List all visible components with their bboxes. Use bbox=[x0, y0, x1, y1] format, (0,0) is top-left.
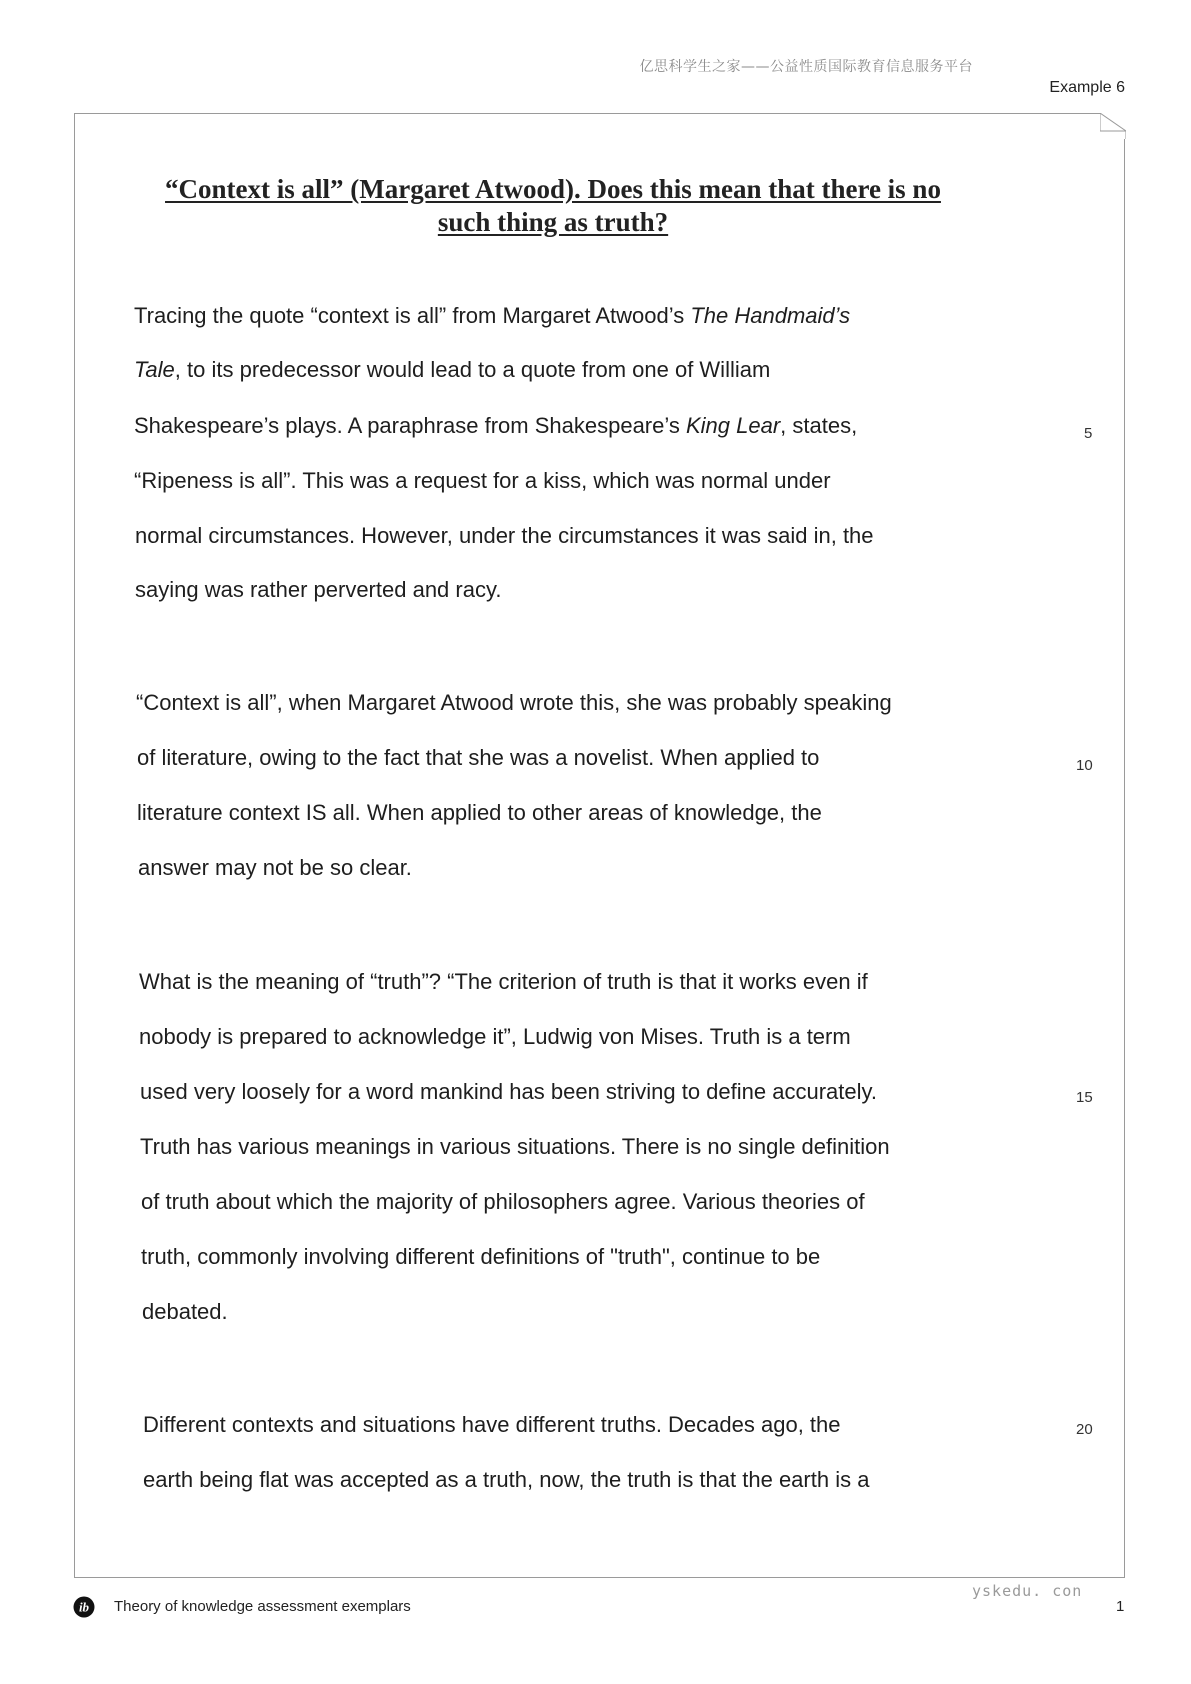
line-text: normal circumstances. However, under the circumstances it was said in, the bbox=[135, 523, 874, 548]
essay-line bbox=[138, 855, 412, 881]
essay-line bbox=[135, 577, 501, 603]
essay-line bbox=[143, 1467, 869, 1493]
line-text: Shakespeare’s plays. A paraphrase from Shakespeare’s bbox=[134, 413, 686, 438]
essay-page-frame bbox=[74, 113, 1125, 1578]
line-text: What is the meaning of “truth”? “The criterion of truth is that it works even if bbox=[139, 969, 868, 994]
essay-line bbox=[142, 1299, 228, 1325]
watermark: yskedu. con bbox=[972, 1582, 1083, 1600]
essay-line bbox=[141, 1244, 820, 1270]
essay-line bbox=[143, 1412, 841, 1438]
essay-line bbox=[134, 357, 770, 383]
essay-line bbox=[135, 523, 874, 549]
line-text: used very loosely for a word mankind has been striving to define accurately. bbox=[140, 1079, 877, 1104]
line-text: “Ripeness is all”. This was a request for a kiss, which was normal under bbox=[134, 468, 831, 493]
line-number: 5 bbox=[1084, 425, 1093, 442]
essay-line bbox=[134, 303, 850, 329]
svg-text:ib: ib bbox=[78, 1599, 90, 1615]
essay-line bbox=[134, 413, 857, 439]
essay-title: “Context is all” (Margaret Atwood). Does this mean that there is no such thing as truth? bbox=[165, 174, 941, 237]
line-text: nobody is prepared to acknowledge it”, Ludwig von Mises. Truth is a term bbox=[139, 1024, 851, 1049]
essay-line bbox=[136, 690, 892, 716]
line-text: Tracing the quote “context is all” from Margaret Atwood’s bbox=[134, 303, 691, 328]
essay-line bbox=[140, 1134, 890, 1160]
line-text: literature context IS all. When applied to other areas of knowledge, the bbox=[137, 800, 822, 825]
line-number: 20 bbox=[1076, 1421, 1093, 1438]
italic-title: King Lear bbox=[685, 413, 781, 438]
essay-line bbox=[139, 1024, 851, 1050]
line-text: “Context is all”, when Margaret Atwood wrote this, she was probably speaking bbox=[136, 690, 892, 715]
page-number: 1 bbox=[1116, 1598, 1125, 1615]
line-text: answer may not be so clear. bbox=[138, 855, 412, 880]
essay-line bbox=[139, 969, 868, 995]
italic-title: The Handmaid’s bbox=[690, 303, 851, 328]
line-text: Truth has various meanings in various situations. There is no single definition bbox=[140, 1134, 890, 1159]
line-text: of literature, owing to the fact that she was a novelist. When applied to bbox=[137, 745, 820, 770]
example-label: Example 6 bbox=[1049, 79, 1125, 96]
line-text: debated. bbox=[142, 1299, 228, 1324]
essay-line bbox=[134, 468, 831, 494]
line-text: earth being flat was accepted as a truth, now, the truth is that the earth is a bbox=[143, 1467, 870, 1492]
site-header: 亿思科学生之家——公益性质国际教育信息服务平台 bbox=[639, 59, 973, 75]
line-number: 10 bbox=[1076, 757, 1093, 774]
line-text: , to its predecessor would lead to a quote from one of William bbox=[174, 357, 771, 382]
line-text: truth, commonly involving different definitions of "truth", continue to be bbox=[141, 1244, 821, 1269]
line-number: 15 bbox=[1076, 1089, 1093, 1106]
essay-line bbox=[137, 800, 822, 826]
line-text: of truth about which the majority of philosophers agree. Various theories of bbox=[141, 1189, 865, 1214]
page-corner-fold-icon bbox=[1100, 113, 1126, 139]
essay-line bbox=[140, 1079, 877, 1105]
footer-text: Theory of knowledge assessment exemplars bbox=[114, 1598, 411, 1615]
italic-title: Tale bbox=[134, 357, 175, 382]
line-text: , states, bbox=[780, 413, 858, 438]
ib-logo-icon bbox=[73, 1596, 95, 1618]
essay-line bbox=[141, 1189, 865, 1215]
line-text: Different contexts and situations have different truths. Decades ago, the bbox=[143, 1412, 841, 1437]
line-text: saying was rather perverted and racy. bbox=[135, 577, 502, 602]
essay-line bbox=[137, 745, 819, 771]
